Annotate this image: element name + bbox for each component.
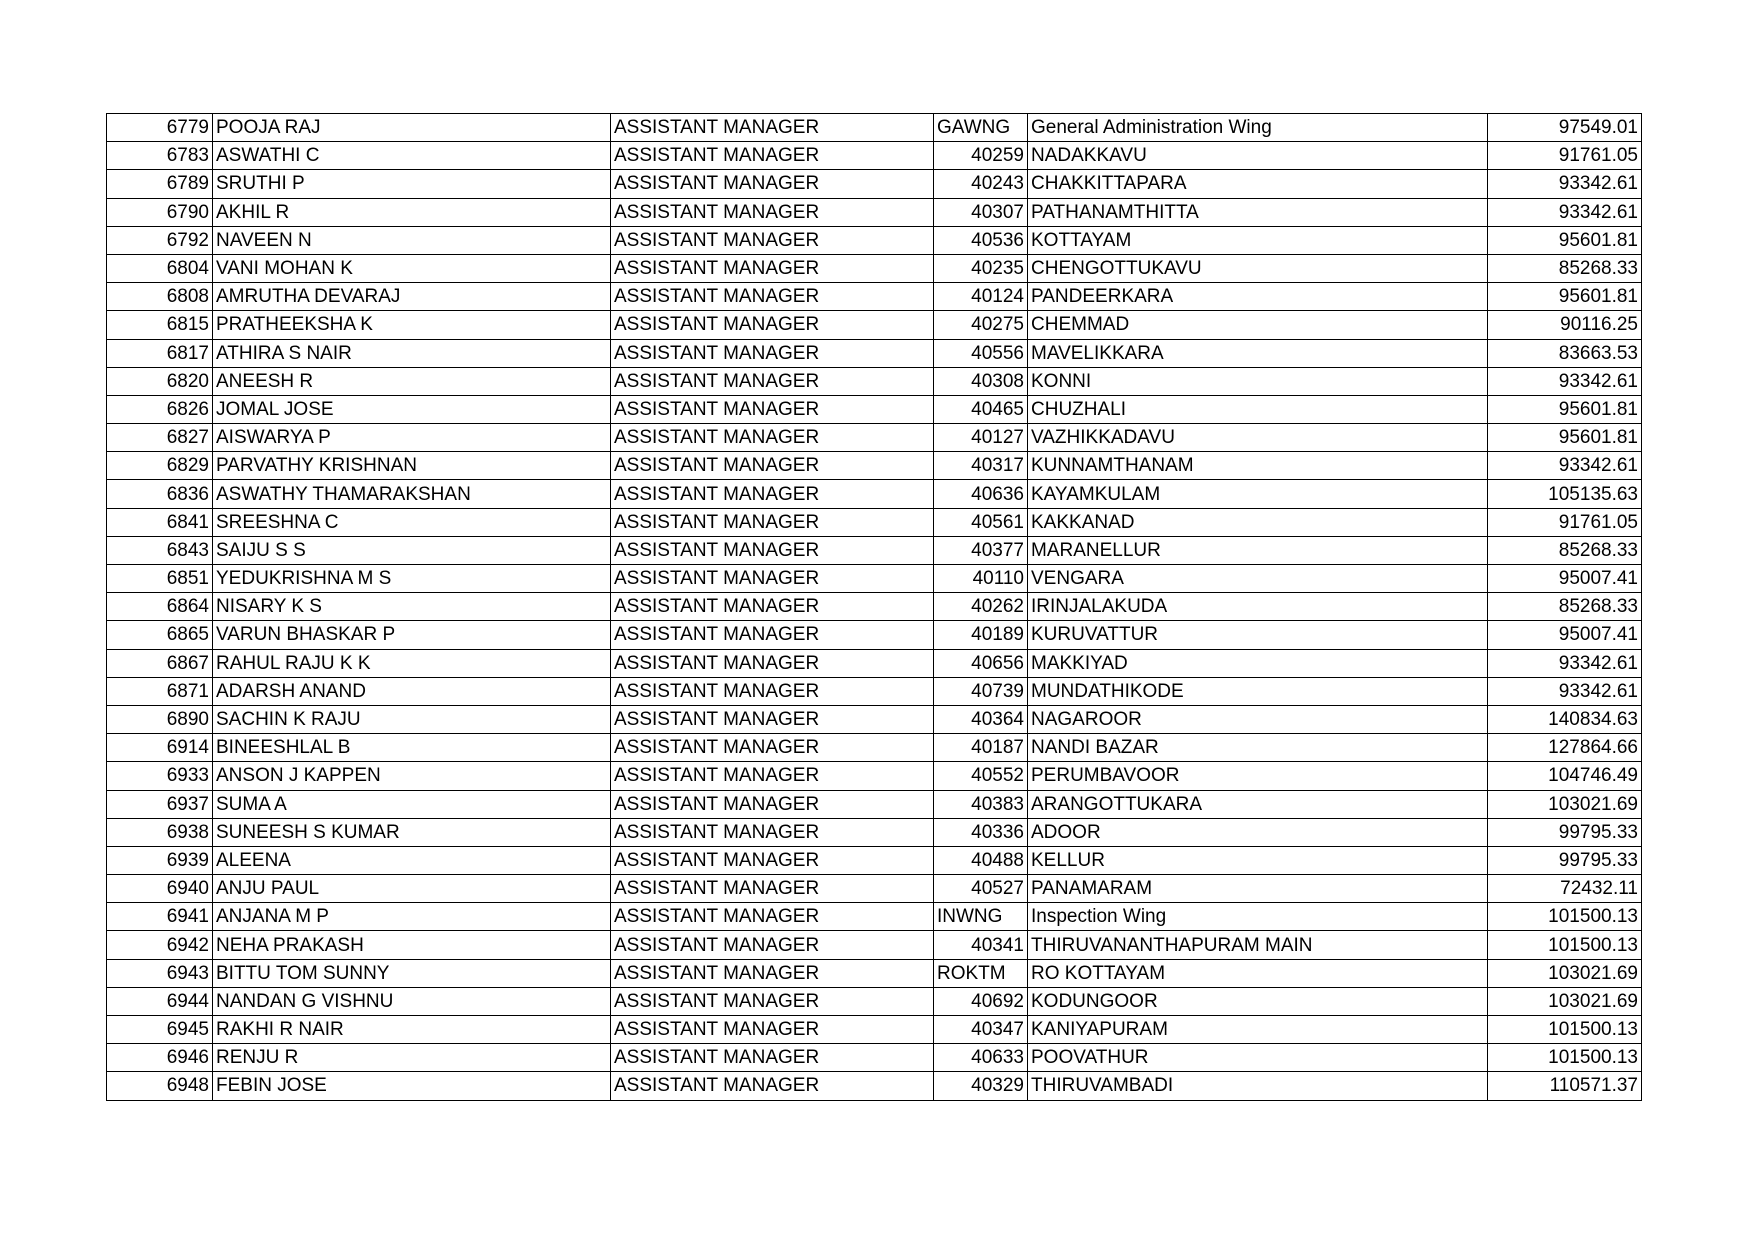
employee-id-cell: 6945	[107, 1016, 213, 1044]
designation-cell: ASSISTANT MANAGER	[611, 424, 934, 452]
designation-cell: ASSISTANT MANAGER	[611, 987, 934, 1015]
table-row	[107, 565, 1642, 593]
employee-id-cell: 6790	[107, 198, 213, 226]
designation-cell: ASSISTANT MANAGER	[611, 790, 934, 818]
amount-cell: 140834.63	[1488, 705, 1642, 733]
table-row	[107, 254, 1642, 282]
table-row	[107, 818, 1642, 846]
designation-cell: ASSISTANT MANAGER	[611, 536, 934, 564]
employee-id-cell: 6783	[107, 142, 213, 170]
office-name-cell: CHENGOTTUKAVU	[1028, 254, 1488, 282]
amount-cell: 95601.81	[1488, 283, 1642, 311]
table-row	[107, 762, 1642, 790]
amount-cell: 83663.53	[1488, 339, 1642, 367]
amount-cell: 95007.41	[1488, 621, 1642, 649]
staff-table-body	[107, 114, 1642, 1101]
employee-id-cell: 6804	[107, 254, 213, 282]
office-code-cell: 40692	[934, 987, 1028, 1015]
office-code-cell: 40308	[934, 367, 1028, 395]
office-name-cell: ADOOR	[1028, 818, 1488, 846]
employee-name-cell: JOMAL JOSE	[213, 395, 611, 423]
designation-cell: ASSISTANT MANAGER	[611, 339, 934, 367]
employee-id-cell: 6826	[107, 395, 213, 423]
designation-cell: ASSISTANT MANAGER	[611, 395, 934, 423]
designation-cell: ASSISTANT MANAGER	[611, 734, 934, 762]
employee-id-cell: 6890	[107, 705, 213, 733]
amount-cell: 104746.49	[1488, 762, 1642, 790]
employee-id-cell: 6871	[107, 677, 213, 705]
office-name-cell: KONNI	[1028, 367, 1488, 395]
employee-id-cell: 6817	[107, 339, 213, 367]
office-name-cell: POOVATHUR	[1028, 1044, 1488, 1072]
table-row	[107, 621, 1642, 649]
office-code-cell: 40633	[934, 1044, 1028, 1072]
amount-cell: 103021.69	[1488, 790, 1642, 818]
amount-cell: 93342.61	[1488, 452, 1642, 480]
employee-id-cell: 6948	[107, 1072, 213, 1100]
designation-cell: ASSISTANT MANAGER	[611, 367, 934, 395]
office-name-cell: CHUZHALI	[1028, 395, 1488, 423]
employee-name-cell: SRUTHI P	[213, 170, 611, 198]
amount-cell: 101500.13	[1488, 903, 1642, 931]
designation-cell: ASSISTANT MANAGER	[611, 818, 934, 846]
amount-cell: 72432.11	[1488, 875, 1642, 903]
office-code-cell: 40243	[934, 170, 1028, 198]
amount-cell: 93342.61	[1488, 677, 1642, 705]
office-name-cell: MARANELLUR	[1028, 536, 1488, 564]
office-code-cell: 40124	[934, 283, 1028, 311]
employee-id-cell: 6827	[107, 424, 213, 452]
designation-cell: ASSISTANT MANAGER	[611, 875, 934, 903]
designation-cell: ASSISTANT MANAGER	[611, 254, 934, 282]
office-name-cell: MAKKIYAD	[1028, 649, 1488, 677]
office-name-cell: General Administration Wing	[1028, 114, 1488, 142]
employee-id-cell: 6836	[107, 480, 213, 508]
employee-name-cell: PRATHEEKSHA K	[213, 311, 611, 339]
office-name-cell: VAZHIKKADAVU	[1028, 424, 1488, 452]
table-row	[107, 226, 1642, 254]
amount-cell: 91761.05	[1488, 142, 1642, 170]
employee-name-cell: ANSON J KAPPEN	[213, 762, 611, 790]
office-code-cell: 40739	[934, 677, 1028, 705]
table-row	[107, 536, 1642, 564]
amount-cell: 95601.81	[1488, 226, 1642, 254]
employee-id-cell: 6940	[107, 875, 213, 903]
amount-cell: 90116.25	[1488, 311, 1642, 339]
amount-cell: 93342.61	[1488, 367, 1642, 395]
office-name-cell: THIRUVAMBADI	[1028, 1072, 1488, 1100]
office-code-cell: INWNG	[934, 903, 1028, 931]
table-row	[107, 452, 1642, 480]
employee-id-cell: 6779	[107, 114, 213, 142]
employee-name-cell: NISARY K S	[213, 593, 611, 621]
employee-id-cell: 6843	[107, 536, 213, 564]
employee-name-cell: SREESHNA C	[213, 508, 611, 536]
table-row	[107, 649, 1642, 677]
employee-name-cell: ASWATHI C	[213, 142, 611, 170]
table-row	[107, 734, 1642, 762]
amount-cell: 105135.63	[1488, 480, 1642, 508]
office-name-cell: KURUVATTUR	[1028, 621, 1488, 649]
table-row	[107, 114, 1642, 142]
office-name-cell: THIRUVANANTHAPURAM MAIN	[1028, 931, 1488, 959]
table-row	[107, 1016, 1642, 1044]
employee-id-cell: 6789	[107, 170, 213, 198]
office-code-cell: 40347	[934, 1016, 1028, 1044]
designation-cell: ASSISTANT MANAGER	[611, 283, 934, 311]
employee-id-cell: 6942	[107, 931, 213, 959]
amount-cell: 103021.69	[1488, 959, 1642, 987]
office-code-cell: 40536	[934, 226, 1028, 254]
employee-id-cell: 6815	[107, 311, 213, 339]
designation-cell: ASSISTANT MANAGER	[611, 198, 934, 226]
employee-name-cell: SUNEESH S KUMAR	[213, 818, 611, 846]
office-code-cell: 40336	[934, 818, 1028, 846]
employee-name-cell: ALEENA	[213, 846, 611, 874]
table-row	[107, 875, 1642, 903]
table-row	[107, 705, 1642, 733]
employee-name-cell: VANI MOHAN K	[213, 254, 611, 282]
office-name-cell: Inspection Wing	[1028, 903, 1488, 931]
employee-name-cell: RAHUL RAJU K K	[213, 649, 611, 677]
employee-name-cell: BITTU TOM SUNNY	[213, 959, 611, 987]
employee-id-cell: 6792	[107, 226, 213, 254]
employee-name-cell: VARUN BHASKAR P	[213, 621, 611, 649]
office-code-cell: 40561	[934, 508, 1028, 536]
employee-name-cell: BINEESHLAL B	[213, 734, 611, 762]
office-name-cell: PANAMARAM	[1028, 875, 1488, 903]
employee-name-cell: SACHIN K RAJU	[213, 705, 611, 733]
amount-cell: 103021.69	[1488, 987, 1642, 1015]
table-row	[107, 198, 1642, 226]
employee-id-cell: 6943	[107, 959, 213, 987]
table-row	[107, 677, 1642, 705]
office-code-cell: 40110	[934, 565, 1028, 593]
office-name-cell: KOTTAYAM	[1028, 226, 1488, 254]
table-row	[107, 1072, 1642, 1100]
office-code-cell: 40317	[934, 452, 1028, 480]
employee-name-cell: POOJA RAJ	[213, 114, 611, 142]
employee-id-cell: 6865	[107, 621, 213, 649]
table-row	[107, 480, 1642, 508]
table-row	[107, 931, 1642, 959]
office-code-cell: GAWNG	[934, 114, 1028, 142]
table-row	[107, 395, 1642, 423]
amount-cell: 95601.81	[1488, 395, 1642, 423]
office-code-cell: 40189	[934, 621, 1028, 649]
employee-id-cell: 6937	[107, 790, 213, 818]
office-code-cell: 40259	[934, 142, 1028, 170]
office-name-cell: MAVELIKKARA	[1028, 339, 1488, 367]
employee-name-cell: SAIJU S S	[213, 536, 611, 564]
employee-name-cell: AISWARYA P	[213, 424, 611, 452]
amount-cell: 99795.33	[1488, 818, 1642, 846]
employee-name-cell: NAVEEN N	[213, 226, 611, 254]
table-row	[107, 170, 1642, 198]
designation-cell: ASSISTANT MANAGER	[611, 480, 934, 508]
office-name-cell: KAKKANAD	[1028, 508, 1488, 536]
table-row	[107, 311, 1642, 339]
table-row	[107, 283, 1642, 311]
office-name-cell: NADAKKAVU	[1028, 142, 1488, 170]
employee-id-cell: 6864	[107, 593, 213, 621]
employee-name-cell: ANJU PAUL	[213, 875, 611, 903]
amount-cell: 93342.61	[1488, 198, 1642, 226]
office-name-cell: PANDEERKARA	[1028, 283, 1488, 311]
employee-id-cell: 6829	[107, 452, 213, 480]
employee-id-cell: 6941	[107, 903, 213, 931]
designation-cell: ASSISTANT MANAGER	[611, 959, 934, 987]
employee-id-cell: 6944	[107, 987, 213, 1015]
employee-name-cell: NEHA PRAKASH	[213, 931, 611, 959]
amount-cell: 93342.61	[1488, 649, 1642, 677]
designation-cell: ASSISTANT MANAGER	[611, 1072, 934, 1100]
designation-cell: ASSISTANT MANAGER	[611, 226, 934, 254]
employee-id-cell: 6851	[107, 565, 213, 593]
employee-name-cell: AKHIL R	[213, 198, 611, 226]
office-name-cell: RO KOTTAYAM	[1028, 959, 1488, 987]
amount-cell: 95007.41	[1488, 565, 1642, 593]
employee-name-cell: RAKHI R NAIR	[213, 1016, 611, 1044]
employee-name-cell: ANJANA M P	[213, 903, 611, 931]
table-row	[107, 424, 1642, 452]
table-row	[107, 987, 1642, 1015]
designation-cell: ASSISTANT MANAGER	[611, 649, 934, 677]
office-name-cell: IRINJALAKUDA	[1028, 593, 1488, 621]
employee-name-cell: RENJU R	[213, 1044, 611, 1072]
designation-cell: ASSISTANT MANAGER	[611, 593, 934, 621]
designation-cell: ASSISTANT MANAGER	[611, 114, 934, 142]
amount-cell: 85268.33	[1488, 536, 1642, 564]
designation-cell: ASSISTANT MANAGER	[611, 508, 934, 536]
office-name-cell: NAGAROOR	[1028, 705, 1488, 733]
office-code-cell: 40275	[934, 311, 1028, 339]
designation-cell: ASSISTANT MANAGER	[611, 846, 934, 874]
designation-cell: ASSISTANT MANAGER	[611, 705, 934, 733]
office-code-cell: 40383	[934, 790, 1028, 818]
amount-cell: 85268.33	[1488, 593, 1642, 621]
amount-cell: 99795.33	[1488, 846, 1642, 874]
employee-name-cell: PARVATHY KRISHNAN	[213, 452, 611, 480]
amount-cell: 101500.13	[1488, 1044, 1642, 1072]
office-code-cell: 40364	[934, 705, 1028, 733]
designation-cell: ASSISTANT MANAGER	[611, 311, 934, 339]
staff-table	[106, 113, 1642, 1101]
designation-cell: ASSISTANT MANAGER	[611, 170, 934, 198]
employee-id-cell: 6939	[107, 846, 213, 874]
table-row	[107, 508, 1642, 536]
employee-id-cell: 6867	[107, 649, 213, 677]
employee-name-cell: NANDAN G VISHNU	[213, 987, 611, 1015]
office-name-cell: KODUNGOOR	[1028, 987, 1488, 1015]
designation-cell: ASSISTANT MANAGER	[611, 903, 934, 931]
table-row	[107, 339, 1642, 367]
office-code-cell: 40187	[934, 734, 1028, 762]
office-code-cell: 40127	[934, 424, 1028, 452]
office-code-cell: ROKTM	[934, 959, 1028, 987]
amount-cell: 101500.13	[1488, 1016, 1642, 1044]
office-name-cell: CHEMMAD	[1028, 311, 1488, 339]
office-code-cell: 40556	[934, 339, 1028, 367]
table-row	[107, 790, 1642, 818]
office-name-cell: KELLUR	[1028, 846, 1488, 874]
amount-cell: 91761.05	[1488, 508, 1642, 536]
table-row	[107, 142, 1642, 170]
office-code-cell: 40488	[934, 846, 1028, 874]
office-code-cell: 40636	[934, 480, 1028, 508]
designation-cell: ASSISTANT MANAGER	[611, 1044, 934, 1072]
employee-name-cell: ANEESH R	[213, 367, 611, 395]
amount-cell: 127864.66	[1488, 734, 1642, 762]
employee-name-cell: ATHIRA S NAIR	[213, 339, 611, 367]
table-row	[107, 1044, 1642, 1072]
office-name-cell: CHAKKITTAPARA	[1028, 170, 1488, 198]
office-code-cell: 40329	[934, 1072, 1028, 1100]
office-name-cell: NANDI BAZAR	[1028, 734, 1488, 762]
table-row	[107, 367, 1642, 395]
employee-id-cell: 6808	[107, 283, 213, 311]
office-code-cell: 40552	[934, 762, 1028, 790]
employee-name-cell: ASWATHY THAMARAKSHAN	[213, 480, 611, 508]
employee-name-cell: YEDUKRISHNA M S	[213, 565, 611, 593]
employee-name-cell: SUMA A	[213, 790, 611, 818]
office-name-cell: MUNDATHIKODE	[1028, 677, 1488, 705]
office-name-cell: ARANGOTTUKARA	[1028, 790, 1488, 818]
table-row	[107, 903, 1642, 931]
designation-cell: ASSISTANT MANAGER	[611, 677, 934, 705]
office-code-cell: 40465	[934, 395, 1028, 423]
table-row	[107, 593, 1642, 621]
employee-name-cell: ADARSH ANAND	[213, 677, 611, 705]
office-code-cell: 40307	[934, 198, 1028, 226]
designation-cell: ASSISTANT MANAGER	[611, 142, 934, 170]
office-name-cell: VENGARA	[1028, 565, 1488, 593]
amount-cell: 110571.37	[1488, 1072, 1642, 1100]
employee-id-cell: 6820	[107, 367, 213, 395]
amount-cell: 85268.33	[1488, 254, 1642, 282]
office-name-cell: PATHANAMTHITTA	[1028, 198, 1488, 226]
office-name-cell: KAYAMKULAM	[1028, 480, 1488, 508]
employee-id-cell: 6938	[107, 818, 213, 846]
office-name-cell: KANIYAPURAM	[1028, 1016, 1488, 1044]
office-code-cell: 40262	[934, 593, 1028, 621]
amount-cell: 97549.01	[1488, 114, 1642, 142]
office-code-cell: 40656	[934, 649, 1028, 677]
office-code-cell: 40341	[934, 931, 1028, 959]
designation-cell: ASSISTANT MANAGER	[611, 565, 934, 593]
office-code-cell: 40235	[934, 254, 1028, 282]
designation-cell: ASSISTANT MANAGER	[611, 452, 934, 480]
employee-name-cell: FEBIN JOSE	[213, 1072, 611, 1100]
amount-cell: 93342.61	[1488, 170, 1642, 198]
employee-name-cell: AMRUTHA DEVARAJ	[213, 283, 611, 311]
office-code-cell: 40377	[934, 536, 1028, 564]
employee-id-cell: 6841	[107, 508, 213, 536]
designation-cell: ASSISTANT MANAGER	[611, 1016, 934, 1044]
office-name-cell: PERUMBAVOOR	[1028, 762, 1488, 790]
designation-cell: ASSISTANT MANAGER	[611, 931, 934, 959]
employee-id-cell: 6946	[107, 1044, 213, 1072]
table-row	[107, 846, 1642, 874]
amount-cell: 101500.13	[1488, 931, 1642, 959]
designation-cell: ASSISTANT MANAGER	[611, 621, 934, 649]
office-name-cell: KUNNAMTHANAM	[1028, 452, 1488, 480]
office-code-cell: 40527	[934, 875, 1028, 903]
employee-id-cell: 6914	[107, 734, 213, 762]
employee-id-cell: 6933	[107, 762, 213, 790]
table-row	[107, 959, 1642, 987]
designation-cell: ASSISTANT MANAGER	[611, 762, 934, 790]
amount-cell: 95601.81	[1488, 424, 1642, 452]
